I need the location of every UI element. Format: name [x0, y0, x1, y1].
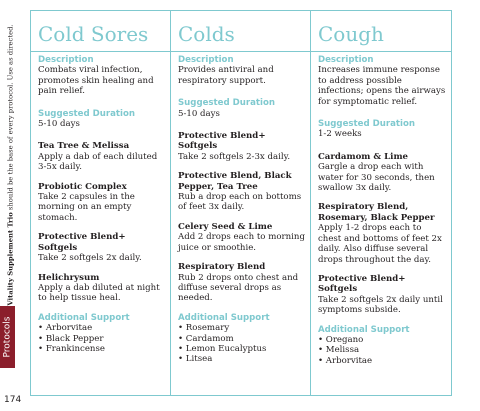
remedy-text: Apply 1-2 drops each to chest and bottoms of feet 2x daily. Also diffuse several drops throughout the day. — [317, 223, 442, 265]
remedy-name: Respiratory Blend, Rosemary, Black Pepper — [317, 202, 435, 223]
additional-support-label: Additional Support — [38, 312, 130, 323]
list-item: • Litsea — [178, 354, 306, 364]
list-item: • Cardamom — [178, 334, 306, 344]
remedy-text: Take 2 capsules in the morning on an empty stomach. — [38, 192, 135, 223]
description-label: Description — [38, 55, 94, 65]
additional-support-list — [318, 335, 447, 366]
duration-label: Suggested Duration — [177, 98, 275, 109]
header-divider — [311, 51, 451, 52]
remedy-name: Protective Blend, Black Pepper, Tea Tree — [177, 171, 292, 192]
additional-support-list — [38, 323, 166, 354]
description-text: Increases immune response to address possible infections; opens the airways for symptomatic relief. — [317, 65, 446, 107]
column-title: Colds — [177, 22, 235, 46]
duration-text: 5-10 days — [38, 119, 80, 130]
column-colds — [171, 11, 311, 395]
description-label: Description — [317, 55, 374, 65]
side-note — [7, 24, 15, 306]
list-item: • Lemon Eucalyptus — [178, 344, 306, 354]
duration-label: Suggested Duration — [38, 108, 135, 119]
additional-support-label: Additional Support — [177, 312, 270, 323]
remedy-name: Cardamom & Lime — [317, 151, 409, 162]
remedy-name: Protective Blend+ Softgels — [38, 232, 126, 253]
column-cough — [311, 11, 451, 395]
section-tab — [0, 306, 15, 368]
duration-label: Suggested Duration — [317, 119, 415, 130]
remedy-text: Take 2 softgels 2x daily until symptoms subside. — [317, 294, 443, 316]
remedy-name: Protective Blend+ Softgels — [317, 273, 406, 295]
remedy-name: Probiotic Complex — [38, 181, 127, 192]
additional-support-label: Additional Support — [317, 324, 410, 335]
column-cold-sores — [31, 11, 171, 395]
side-note-bold: Vitality Supplement Trio — [7, 212, 16, 306]
remedy-name: Helichrysum — [38, 272, 100, 283]
description-label: Description — [177, 55, 234, 65]
list-item: • Frankincense — [38, 344, 166, 354]
remedy-text: Take 2 softgels 2-3x daily. — [177, 151, 291, 162]
protocol-table — [30, 10, 452, 396]
remedy-text: Rub a drop each on bottoms of feet 3x daily. — [177, 192, 302, 213]
duration-text: 1-2 weeks — [317, 129, 362, 140]
column-title: Cold Sores — [38, 22, 149, 46]
description-text: Provides antiviral and respiratory support. — [177, 65, 274, 86]
header-divider — [171, 51, 310, 52]
list-item: • Melissa — [318, 345, 447, 355]
remedy-text: Apply a dab diluted at night to help tissue heal. — [38, 282, 160, 304]
remedy-name: Celery Seed & Lime — [177, 221, 273, 232]
section-tab-label: Protocols — [2, 316, 13, 358]
list-item: • Arborvitae — [38, 323, 166, 333]
list-item: • Black Pepper — [38, 334, 166, 344]
remedy-text: Add 2 drops each to morning juice or smoothie. — [177, 232, 305, 253]
side-note-rest: should be the base of every protocol. Use as directed. — [7, 24, 16, 213]
page-number: 174 — [4, 395, 22, 405]
additional-support-list — [178, 323, 306, 365]
header-divider — [31, 51, 170, 52]
list-item: • Oregano — [318, 335, 447, 345]
remedy-text: Apply a dab of each diluted 3-5x daily. — [38, 151, 158, 173]
list-item: • Arborvitae — [318, 356, 447, 366]
remedy-name: Respiratory Blend — [177, 262, 266, 273]
list-item: • Rosemary — [178, 323, 306, 333]
remedy-text: Rub 2 drops onto chest and diffuse several drops as needed. — [177, 272, 299, 304]
remedy-name: Protective Blend+ Softgels — [177, 131, 266, 152]
remedy-name: Tea Tree & Melissa — [38, 141, 130, 152]
duration-text: 5-10 days — [177, 108, 220, 119]
column-title: Cough — [317, 22, 384, 46]
remedy-text: Gargle a drop each with water for 30 seconds, then swallow 3x daily. — [317, 162, 435, 194]
remedy-text: Take 2 softgels 2x daily. — [38, 253, 142, 264]
description-text: Combats viral infection, promotes skin healing and pain relief. — [38, 65, 154, 97]
